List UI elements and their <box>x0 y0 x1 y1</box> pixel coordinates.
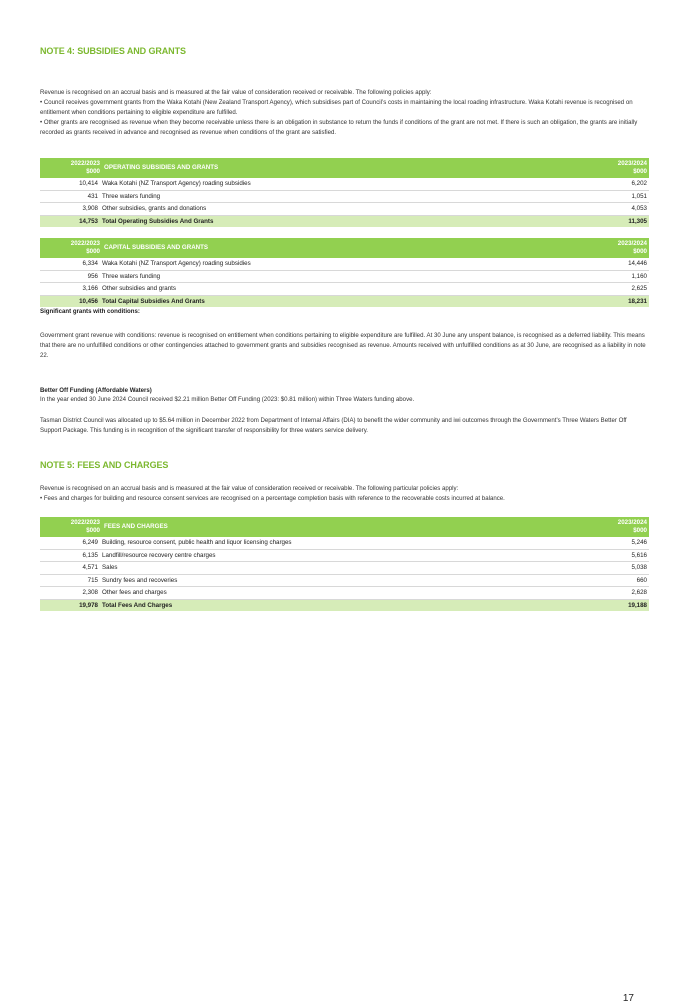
curr-year-unit: $000 <box>633 248 647 255</box>
prev-year-label: 2022/2023 <box>70 160 100 167</box>
table-header-row <box>40 238 649 258</box>
capital-subsidies-table <box>40 238 649 307</box>
curr-value: 5,246 <box>587 537 649 549</box>
row-label: Sales <box>102 562 587 575</box>
total-label: Total Fees And Charges <box>102 599 587 611</box>
curr-value: 2,625 <box>587 283 649 296</box>
table-row <box>40 587 649 600</box>
operating-subsidies-table <box>40 158 649 227</box>
row-label: Waka Kotahi (NZ Transport Agency) roading subsidies <box>102 178 587 190</box>
prev-value: 3,166 <box>40 283 102 296</box>
curr-year-label: 2023/2024 <box>617 519 647 526</box>
row-label: Building, resource consent, public health and liquor licensing charges <box>102 537 587 549</box>
table-row <box>40 537 649 549</box>
table-row <box>40 562 649 575</box>
prev-year-header <box>40 517 102 537</box>
curr-value: 1,160 <box>587 270 649 283</box>
prev-year-label: 2022/2023 <box>70 240 100 247</box>
row-label: Three waters funding <box>102 190 587 203</box>
table-heading: CAPITAL SUBSIDIES AND GRANTS <box>102 238 587 258</box>
table-row <box>40 574 649 587</box>
table-heading: OPERATING SUBSIDIES AND GRANTS <box>102 158 587 178</box>
significant-grants-heading: Significant grants with conditions: <box>40 308 140 315</box>
curr-total: 11,305 <box>587 215 649 227</box>
better-off-text-1: In the year ended 30 June 2024 Council received $2.21 million Better Off Funding (2023: $0.81 million) within Three Waters funding above. <box>40 396 415 403</box>
curr-value: 1,051 <box>587 190 649 203</box>
prev-year-unit: $000 <box>86 527 100 534</box>
table-row <box>40 283 649 296</box>
row-label: Sundry fees and recoveries <box>102 574 587 587</box>
curr-year-header <box>587 238 649 258</box>
curr-year-label: 2023/2024 <box>617 240 647 247</box>
curr-value: 6,202 <box>587 178 649 190</box>
curr-value: 14,446 <box>587 258 649 270</box>
note4-title: NOTE 4: SUBSIDIES AND GRANTS <box>40 46 186 56</box>
prev-value: 6,135 <box>40 549 102 562</box>
prev-year-header <box>40 158 102 178</box>
table-row <box>40 258 649 270</box>
table-header-row <box>40 517 649 537</box>
note5-intro-bullet: • Fees and charges for building and resource consent services are recognised on a percentage completion basis with reference to the recoverable costs incurred at balance. <box>40 495 505 502</box>
prev-year-label: 2022/2023 <box>70 519 100 526</box>
prev-year-unit: $000 <box>86 248 100 255</box>
prev-year-unit: $000 <box>86 168 100 175</box>
total-label: Total Operating Subsidies And Grants <box>102 215 587 227</box>
prev-value: 431 <box>40 190 102 203</box>
table-row <box>40 270 649 283</box>
prev-value: 10,414 <box>40 178 102 190</box>
total-row <box>40 295 649 307</box>
total-row <box>40 215 649 227</box>
prev-year-header <box>40 238 102 258</box>
note4-intro <box>40 88 649 138</box>
row-label: Other fees and charges <box>102 587 587 600</box>
table-row <box>40 549 649 562</box>
curr-value: 2,628 <box>587 587 649 600</box>
prev-value: 3,908 <box>40 203 102 216</box>
better-off-heading: Better Off Funding (Affordable Waters) <box>40 387 152 394</box>
curr-year-header <box>587 158 649 178</box>
note5-intro-line: Revenue is recognised on an accrual basis and is measured at the fair value of consideration received or receivable. The following particular policies apply: <box>40 485 459 492</box>
curr-value: 5,616 <box>587 549 649 562</box>
note5-title: NOTE 5: FEES AND CHARGES <box>40 460 169 470</box>
table-row <box>40 190 649 203</box>
row-label: Landfill/resource recovery centre charges <box>102 549 587 562</box>
note4-intro-bullet-other-grants: • Other grants are recognised as revenue when they become receivable unless there is an obligation in substance to return the funds if conditions of the grant are not met. If there is such an obligation, the grants are initially recorded as grants received in advance and recognised as revenue when conditions of the grant are satisfied. <box>40 119 638 136</box>
row-label: Other subsidies, grants and donations <box>102 203 587 216</box>
prev-total: 19,978 <box>40 599 102 611</box>
note4-intro-bullet-waka-kotahi: • Council receives government grants from the Waka Kotahi (New Zealand Transport Agency), which subsidises part of Council’s costs in maintaining the local roading infrastructure. Waka Kotahi revenue is recognised on entitlement when conditions pertaining to eligible expenditure are fulfilled. <box>40 99 633 116</box>
prev-value: 4,571 <box>40 562 102 575</box>
prev-total: 10,456 <box>40 295 102 307</box>
table-header-row <box>40 158 649 178</box>
curr-total: 19,188 <box>587 599 649 611</box>
page-number: 17 <box>622 993 634 1004</box>
table-row <box>40 178 649 190</box>
better-off-text-2: Tasman District Council was allocated up to $5.64 million in December 2022 from Department of Internal Affairs (DIA) to benefit the wider community and iwi outcomes through the Government’s Three Waters Better Off Support Package. This funding is in recognition of the significant transfer of responsibility for three waters service delivery. <box>40 417 627 434</box>
row-label: Waka Kotahi (NZ Transport Agency) roading subsidies <box>102 258 587 270</box>
prev-total: 14,753 <box>40 215 102 227</box>
curr-year-label: 2023/2024 <box>617 160 647 167</box>
fees-and-charges-table <box>40 517 649 611</box>
note5-intro <box>40 484 649 504</box>
curr-year-unit: $000 <box>633 527 647 534</box>
curr-total: 18,231 <box>587 295 649 307</box>
prev-value: 6,334 <box>40 258 102 270</box>
total-row <box>40 599 649 611</box>
curr-value: 4,053 <box>587 203 649 216</box>
prev-value: 715 <box>40 574 102 587</box>
row-label: Other subsidies and grants <box>102 283 587 296</box>
curr-value: 5,038 <box>587 562 649 575</box>
curr-year-unit: $000 <box>633 168 647 175</box>
total-label: Total Capital Subsidies And Grants <box>102 295 587 307</box>
curr-value: 660 <box>587 574 649 587</box>
table-heading: FEES AND CHARGES <box>102 517 587 537</box>
note4-intro-line: Revenue is recognised on an accrual basis and is measured at the fair value of consideration received or receivable. The following policies apply: <box>40 89 432 96</box>
table-row <box>40 203 649 216</box>
significant-grants-text: Government grant revenue with conditions: revenue is recognised on entitlement when conditions pertaining to eligible expenditure are fulfilled. At 30 June any unspent balance, is recognised as a deferred liability. This means that there are no unfulfilled conditions or other contingencies attached to government grants and subsidies recognised as revenue. Amounts received with unfulfilled conditions as at 30 June, are recognised as a liability in note 22. <box>40 332 646 359</box>
curr-year-header <box>587 517 649 537</box>
prev-value: 956 <box>40 270 102 283</box>
prev-value: 2,308 <box>40 587 102 600</box>
prev-value: 6,249 <box>40 537 102 549</box>
row-label: Three waters funding <box>102 270 587 283</box>
